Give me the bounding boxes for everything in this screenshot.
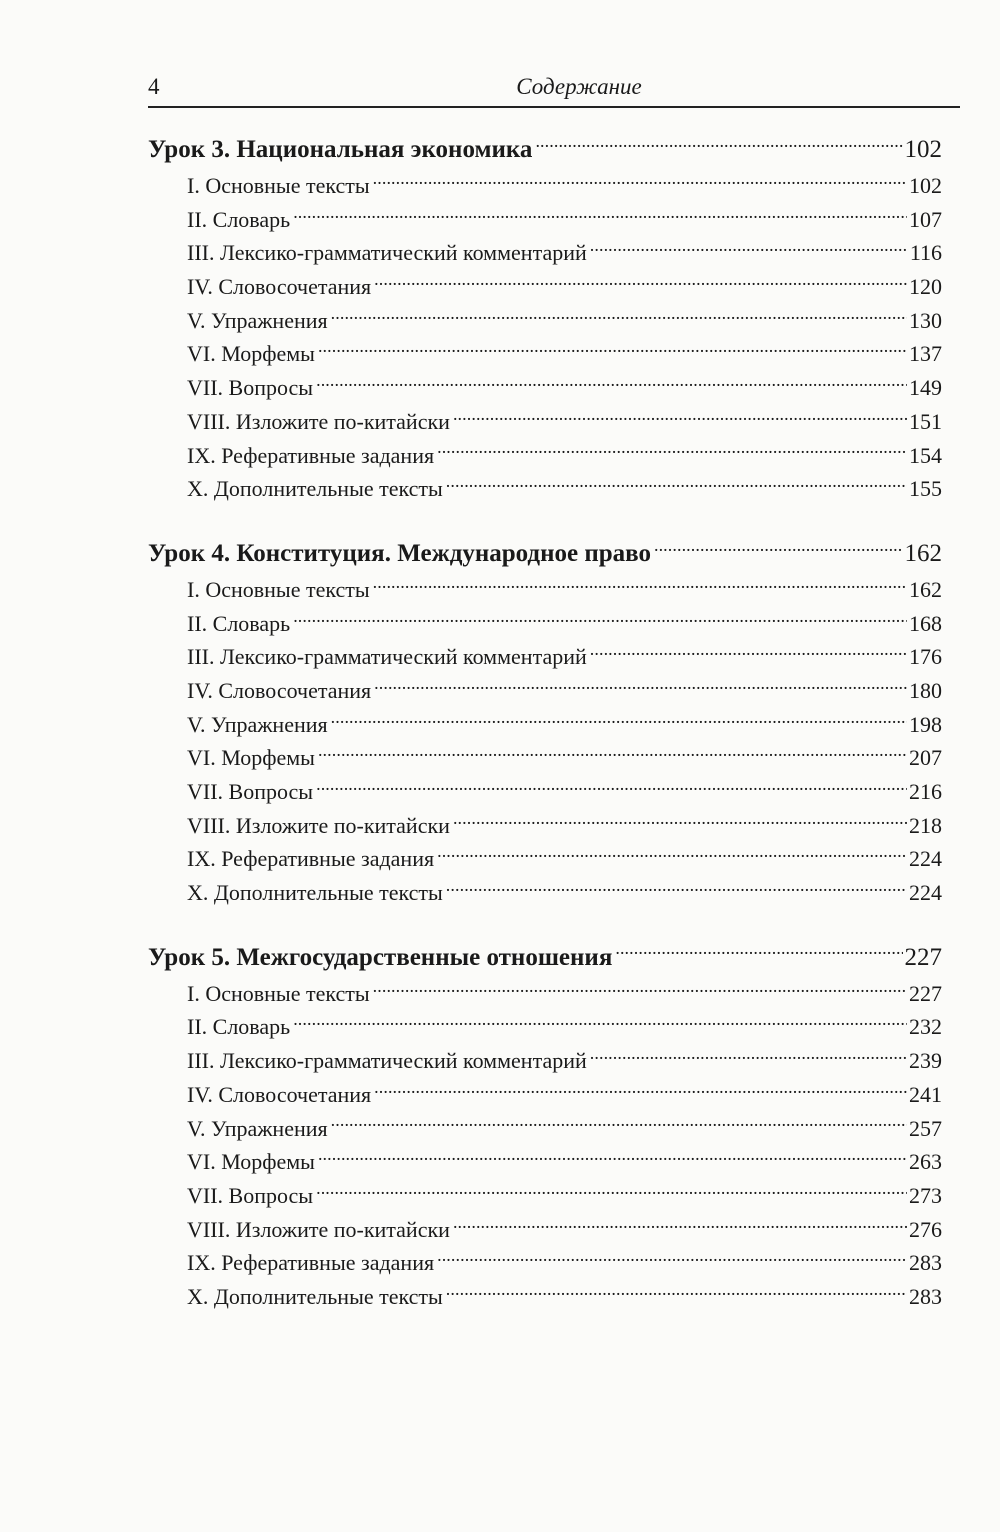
dot-leader [318, 743, 907, 765]
toc-item-label: IX. Реферативные задания [187, 442, 435, 468]
toc-item-page: 155 [909, 476, 942, 502]
toc-item-label: X. Дополнительные тексты [187, 1283, 443, 1309]
dot-leader [446, 1282, 907, 1304]
toc-item-label: X. Дополнительные тексты [187, 880, 443, 906]
toc-item-label: IV. Словосочетания [187, 1081, 372, 1107]
toc-item-label: X. Дополнительные тексты [187, 476, 443, 502]
dot-leader [293, 609, 907, 631]
toc-item-label: VII. Вопросы [187, 1182, 314, 1208]
toc-section [148, 939, 942, 1314]
toc-item-label: I. Основные тексты [187, 980, 370, 1006]
toc-item-page: 130 [909, 307, 942, 333]
toc-item-entry[interactable] [148, 1112, 942, 1146]
toc-item-entry[interactable] [148, 876, 942, 910]
toc-item-entry[interactable] [148, 337, 942, 371]
dot-leader [293, 205, 907, 227]
table-of-contents [148, 131, 942, 1314]
toc-item-entry[interactable] [148, 270, 942, 304]
toc-item-label: IX. Реферативные задания [187, 846, 435, 872]
toc-lesson-page: 227 [904, 943, 942, 971]
toc-item-page: 216 [909, 779, 942, 804]
toc-item-page: 207 [909, 745, 942, 771]
toc-item-entry[interactable] [148, 573, 942, 607]
toc-item-label: VII. Вопросы [187, 375, 314, 401]
toc-item-entry[interactable] [148, 1213, 942, 1247]
toc-item-label: I. Основные тексты [187, 576, 370, 602]
toc-item-page: 224 [909, 846, 942, 872]
toc-item-entry[interactable] [148, 1078, 942, 1112]
toc-item-label: VI. Морфемы [187, 1149, 315, 1175]
toc-section [148, 535, 942, 910]
toc-item-page: 257 [909, 1115, 942, 1141]
dot-leader [318, 339, 907, 361]
dot-leader [437, 441, 907, 463]
toc-item-page: 232 [909, 1014, 942, 1040]
dot-leader [654, 536, 903, 561]
dot-leader [535, 132, 902, 157]
page-number: 4 [148, 74, 160, 99]
dot-leader [373, 979, 907, 1001]
toc-item-label: IV. Словосочетания [187, 677, 372, 703]
toc-item-entry[interactable] [148, 1280, 942, 1314]
dot-leader [373, 575, 907, 597]
dot-leader [318, 1147, 907, 1169]
toc-item-label: VI. Морфемы [187, 341, 315, 367]
dot-leader [374, 1080, 907, 1102]
toc-lesson-entry[interactable] [148, 535, 942, 573]
dot-leader [446, 474, 907, 496]
dot-leader [590, 642, 907, 664]
dot-leader [331, 710, 907, 732]
toc-item-entry[interactable] [148, 1246, 942, 1280]
toc-item-page: 162 [909, 576, 942, 602]
toc-item-entry[interactable] [148, 169, 942, 203]
dot-leader [293, 1012, 907, 1034]
toc-item-page: 273 [909, 1182, 942, 1208]
toc-item-label: VII. Вопросы [187, 779, 314, 804]
dot-leader [446, 878, 907, 900]
toc-item-label: II. Словарь [187, 1014, 291, 1040]
toc-lesson-entry[interactable] [148, 939, 942, 977]
toc-item-label: II. Словарь [187, 206, 291, 232]
toc-item-page: 276 [909, 1216, 942, 1242]
toc-item-entry[interactable] [148, 371, 942, 405]
toc-item-page: 224 [909, 880, 942, 906]
toc-item-entry[interactable] [148, 607, 942, 641]
toc-item-entry[interactable] [148, 304, 942, 338]
toc-item-label: I. Основные тексты [187, 173, 370, 198]
toc-item-label: VIII. Изложите по-китайски [187, 408, 450, 434]
toc-item-label: III. Лексико-грамматический комментарий [187, 644, 587, 670]
toc-item-entry[interactable] [148, 203, 942, 237]
toc-item-entry[interactable] [148, 775, 942, 809]
toc-item-entry[interactable] [148, 1145, 942, 1179]
page-header [148, 70, 960, 108]
toc-lesson-entry[interactable] [148, 131, 942, 169]
dot-leader [374, 676, 907, 698]
toc-section [148, 131, 942, 506]
running-title: Содержание [516, 74, 642, 99]
toc-item-page: 116 [909, 240, 942, 266]
dot-leader [590, 1046, 907, 1068]
toc-item-page: 149 [909, 375, 942, 401]
toc-item-page: 227 [909, 980, 942, 1006]
toc-item-page: 176 [909, 644, 942, 670]
toc-item-page: 137 [909, 341, 942, 367]
dot-leader [590, 238, 908, 260]
toc-item-entry[interactable] [148, 640, 942, 674]
dot-leader [331, 306, 907, 328]
dot-leader [373, 171, 907, 193]
toc-item-page: 120 [909, 274, 942, 300]
toc-item-label: V. Упражнения [187, 1115, 328, 1141]
toc-item-page: 198 [909, 711, 942, 737]
toc-item-label: IX. Реферативные задания [187, 1250, 435, 1276]
toc-item-page: 283 [909, 1250, 942, 1276]
toc-item-entry[interactable] [148, 741, 942, 775]
toc-item-page: 102 [909, 173, 942, 198]
toc-item-page: 154 [909, 442, 942, 468]
dot-leader [316, 777, 907, 799]
toc-item-entry[interactable] [148, 977, 942, 1011]
toc-item-page: 239 [909, 1048, 942, 1074]
toc-item-entry[interactable] [148, 1010, 942, 1044]
toc-item-entry[interactable] [148, 472, 942, 506]
toc-item-entry[interactable] [148, 842, 942, 876]
dot-leader [316, 373, 907, 395]
toc-item-page: 151 [909, 408, 942, 434]
toc-item-label: V. Упражнения [187, 711, 328, 737]
dot-leader [331, 1114, 907, 1136]
toc-item-page: 241 [909, 1081, 942, 1107]
toc-item-label: IV. Словосочетания [187, 274, 372, 300]
dot-leader [453, 811, 907, 833]
toc-lesson-page: 102 [904, 136, 942, 163]
toc-item-label: V. Упражнения [187, 307, 328, 333]
dot-leader [374, 272, 907, 294]
toc-item-page: 263 [909, 1149, 942, 1175]
toc-item-entry[interactable] [148, 708, 942, 742]
dot-leader [316, 1181, 907, 1203]
toc-item-page: 168 [909, 610, 942, 636]
toc-lesson-title: Урок 3. Национальная экономика [148, 136, 533, 163]
toc-item-entry[interactable] [148, 439, 942, 473]
toc-item-label: VIII. Изложите по-китайски [187, 812, 450, 838]
toc-item-label: III. Лексико-грамматический комментарий [187, 1048, 587, 1074]
toc-item-entry[interactable] [148, 809, 942, 843]
toc-item-page: 107 [909, 206, 942, 232]
dot-leader [453, 407, 907, 429]
toc-lesson-page: 162 [904, 539, 942, 567]
toc-lesson-title: Урок 4. Конституция. Международное право [148, 539, 651, 567]
toc-item-page: 283 [909, 1283, 942, 1309]
toc-lesson-title: Урок 5. Межгосударственные отношения [148, 943, 613, 971]
dot-leader [615, 940, 902, 965]
toc-item-label: VI. Морфемы [187, 745, 315, 771]
toc-item-page: 180 [909, 677, 942, 703]
toc-item-label: VIII. Изложите по-китайски [187, 1216, 450, 1242]
toc-item-label: II. Словарь [187, 610, 291, 636]
toc-item-entry[interactable] [148, 236, 942, 270]
toc-item-entry[interactable] [148, 1044, 942, 1078]
toc-item-entry[interactable] [148, 674, 942, 708]
dot-leader [437, 844, 907, 866]
toc-item-entry[interactable] [148, 1179, 942, 1213]
dot-leader [437, 1248, 907, 1270]
dot-leader [453, 1215, 907, 1237]
toc-item-page: 218 [909, 812, 942, 838]
toc-item-label: III. Лексико-грамматический комментарий [187, 240, 587, 266]
toc-item-entry[interactable] [148, 405, 942, 439]
